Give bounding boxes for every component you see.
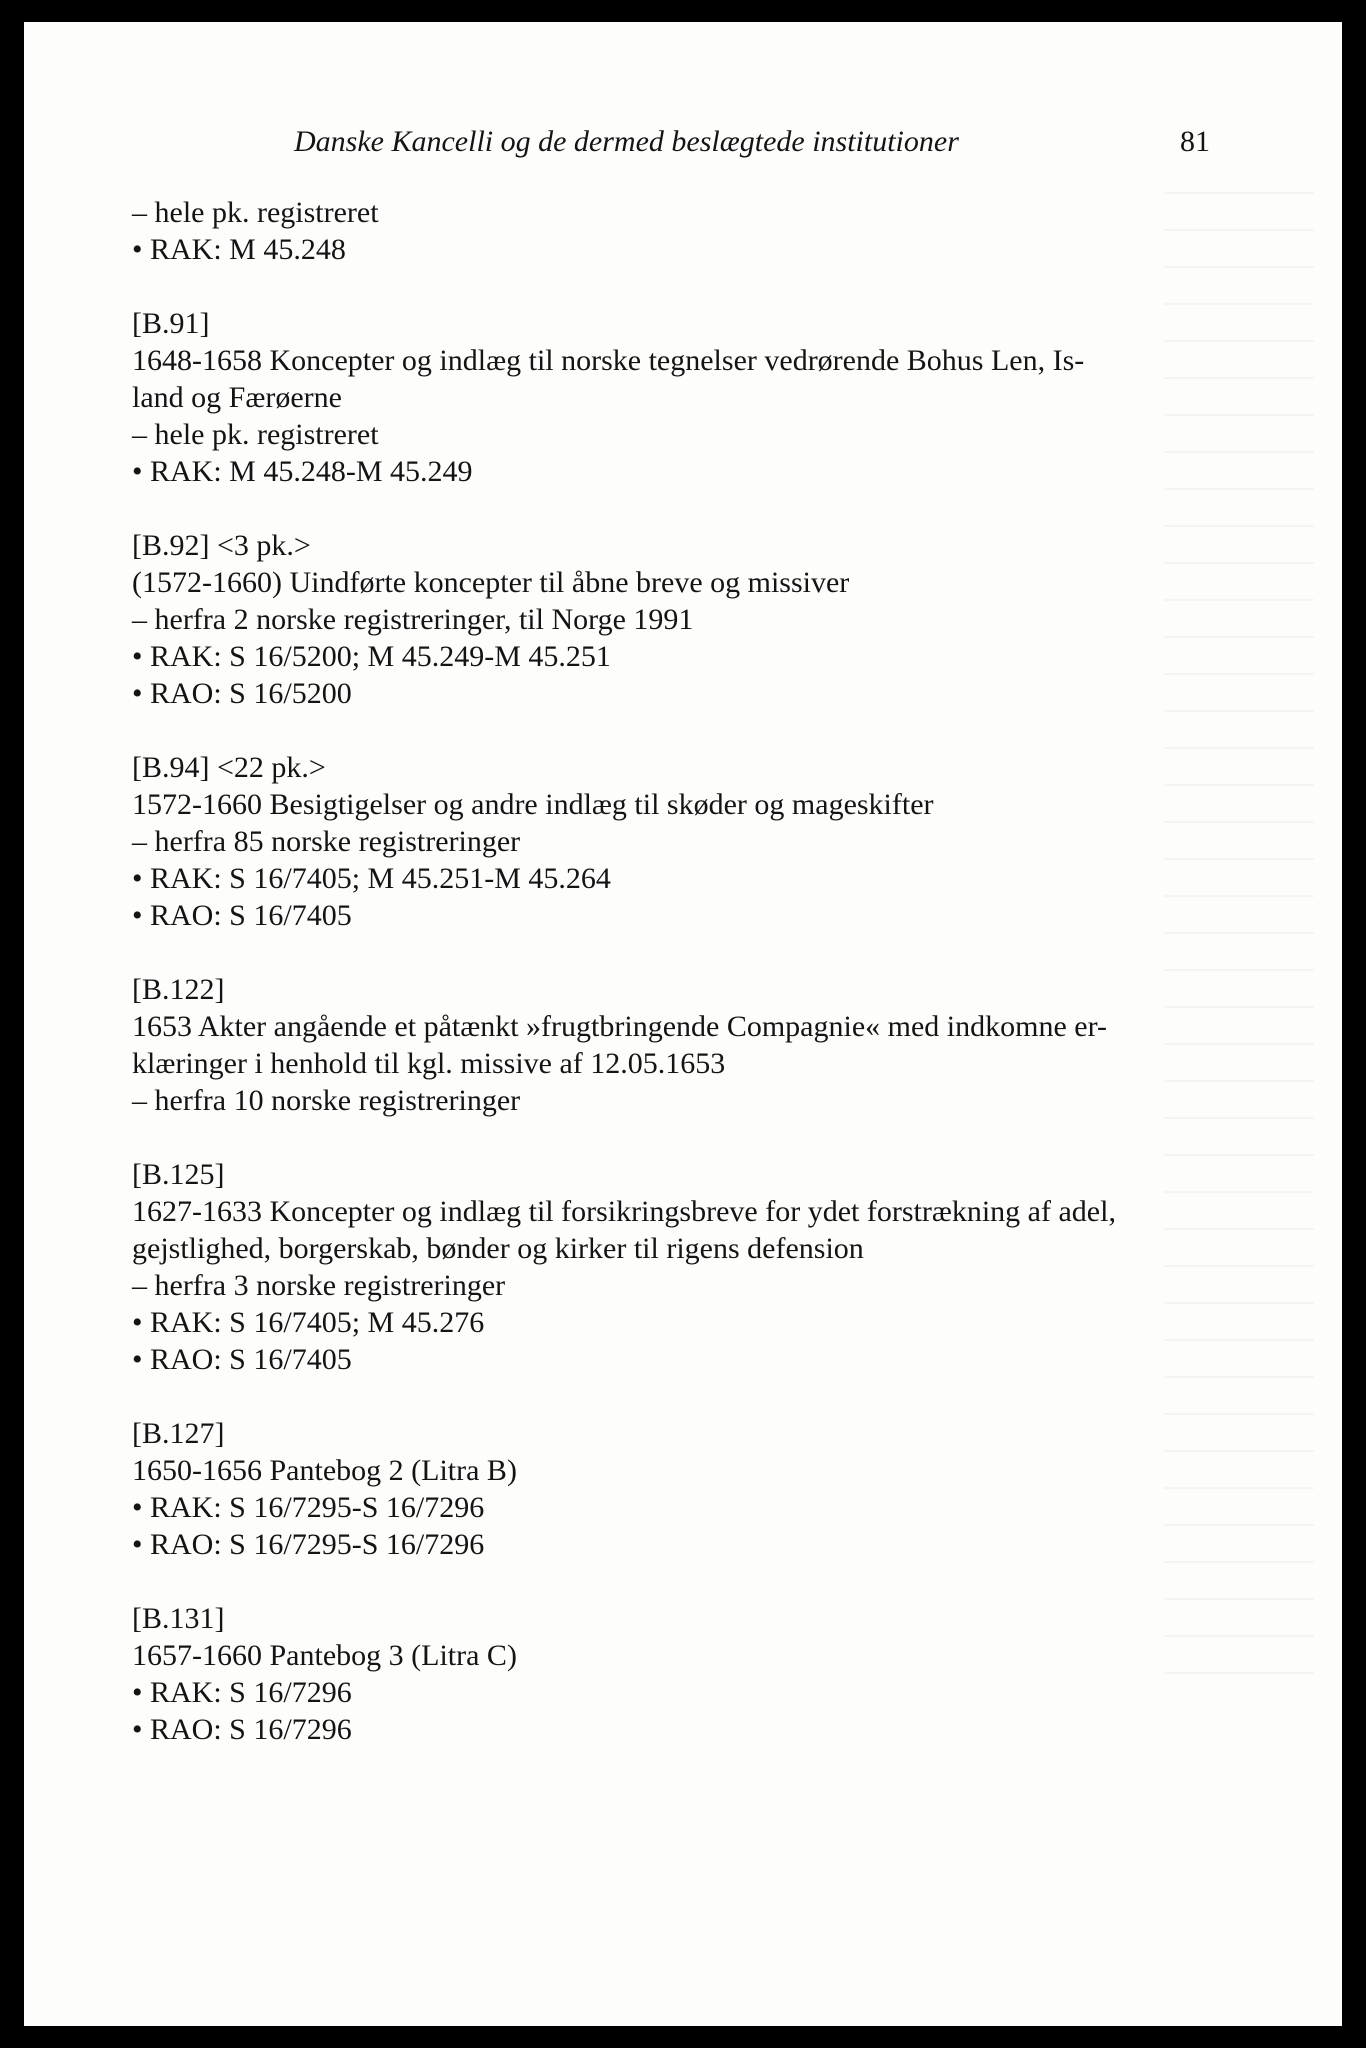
text-line: • RAK: M 45.248-M 45.249 bbox=[132, 455, 473, 488]
text-line: – herfra 85 norske registreringer bbox=[132, 825, 521, 858]
entry-b127 bbox=[132, 1415, 1212, 1563]
running-head bbox=[294, 120, 1210, 164]
entry-b122 bbox=[132, 971, 1212, 1119]
page-number: 81 bbox=[1180, 125, 1210, 158]
text-line: • RAK: S 16/7405; M 45.251-M 45.264 bbox=[132, 862, 611, 895]
text-line: gejstlighed, borgerskab, bønder og kirker til rigens defension bbox=[132, 1232, 864, 1265]
entry-id: [B.92] <3 pk.> bbox=[132, 529, 311, 562]
text-line: 1572-1660 Besigtigelser og andre indlæg til skøder og mageskifter bbox=[132, 788, 934, 821]
text-line: • RAO: S 16/7405 bbox=[132, 899, 352, 932]
text-line: • RAK: S 16/7296 bbox=[132, 1676, 352, 1709]
text-line: • RAO: S 16/5200 bbox=[132, 677, 352, 710]
entry-id: [B.125] bbox=[132, 1158, 225, 1191]
text-line: land og Færøerne bbox=[132, 381, 342, 414]
entry-b91 bbox=[132, 305, 1212, 490]
text-line: • RAO: S 16/7405 bbox=[132, 1343, 352, 1376]
document-page bbox=[24, 22, 1342, 2026]
text-line: – hele pk. registreret bbox=[132, 196, 379, 229]
text-line: – herfra 3 norske registreringer bbox=[132, 1269, 506, 1302]
text-line: • RAO: S 16/7296 bbox=[132, 1713, 352, 1746]
text-line: klæringer i henhold til kgl. missive af 12.05.1653 bbox=[132, 1047, 726, 1080]
text-line: 1648-1658 Koncepter og indlæg til norske tegnelser vedrørende Bohus Len, Is- bbox=[132, 344, 1085, 377]
intro-block bbox=[132, 194, 1212, 268]
entry-id: [B.131] bbox=[132, 1602, 225, 1635]
text-line: • RAK: M 45.248 bbox=[132, 233, 346, 266]
text-line: • RAK: S 16/7405; M 45.276 bbox=[132, 1306, 485, 1339]
text-line: 1653 Akter angående et påtænkt »frugtbringende Compagnie« med indkomne er- bbox=[132, 1010, 1107, 1043]
entry-id: [B.91] bbox=[132, 307, 210, 340]
text-line: • RAO: S 16/7295-S 16/7296 bbox=[132, 1528, 485, 1561]
entry-b92 bbox=[132, 527, 1212, 712]
entry-b125 bbox=[132, 1156, 1212, 1378]
entry-id: [B.94] <22 pk.> bbox=[132, 751, 326, 784]
text-line: – hele pk. registreret bbox=[132, 418, 379, 451]
text-line: – herfra 10 norske registreringer bbox=[132, 1084, 521, 1117]
entry-id: [B.127] bbox=[132, 1417, 225, 1450]
entry-b131 bbox=[132, 1600, 1212, 1748]
entry-b94 bbox=[132, 749, 1212, 934]
text-line: – herfra 2 norske registreringer, til Norge 1991 bbox=[132, 603, 694, 636]
text-line: 1627-1633 Koncepter og indlæg til forsikringsbreve for ydet forstrækning af adel, bbox=[132, 1195, 1116, 1228]
text-line: 1657-1660 Pantebog 3 (Litra C) bbox=[132, 1639, 517, 1672]
text-line: • RAK: S 16/7295-S 16/7296 bbox=[132, 1491, 485, 1524]
text-line: 1650-1656 Pantebog 2 (Litra B) bbox=[132, 1454, 517, 1487]
body-text bbox=[132, 194, 1212, 1748]
entry-id: [B.122] bbox=[132, 973, 225, 1006]
running-title: Danske Kancelli og de dermed beslægtede institutioner bbox=[294, 125, 959, 158]
text-line: • RAK: S 16/5200; M 45.249-M 45.251 bbox=[132, 640, 611, 673]
text-line: (1572-1660) Uindførte koncepter til åbne breve og missiver bbox=[132, 566, 850, 599]
